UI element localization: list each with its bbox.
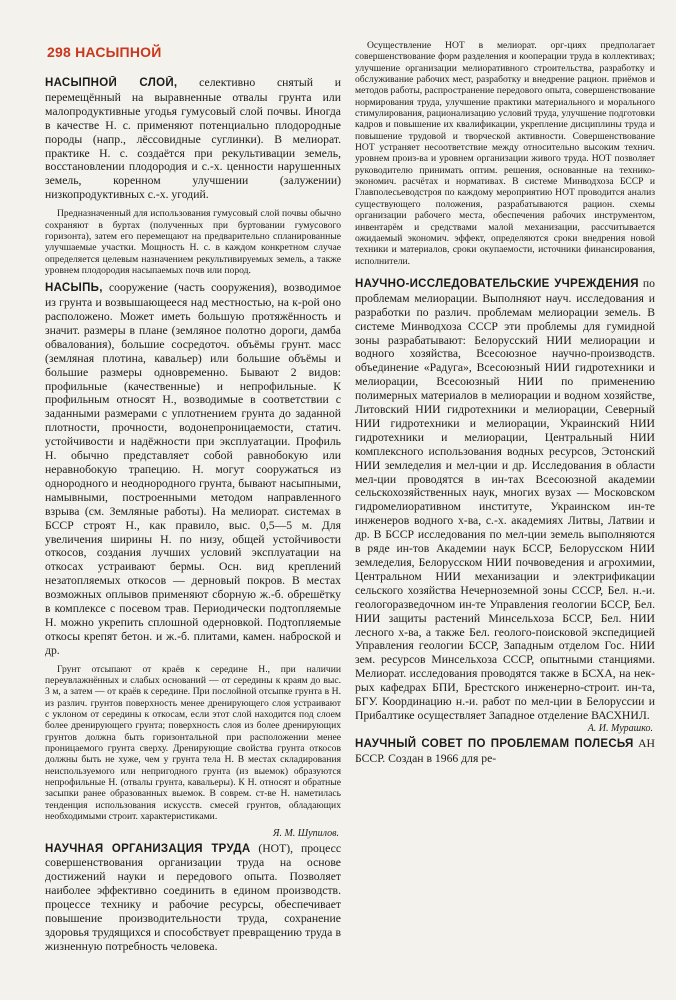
article-nasyp (45, 281, 341, 657)
article-text: процесс совершенствования организации труда на основе достижений науки и передового опыта. Позволяет наиболее эффективно соединить в едином производств. процессе технику и рабочие ресурсы, обеспечивает повышение производительности труда, сохранение здоровья трудящихся и способствует превращению труда в жизненную потребность человека. (45, 841, 341, 953)
headword: НАУЧНЫЙ СОВЕТ ПО ПРОБЛЕМАМ ПОЛЕСЬЯ (355, 737, 634, 750)
author-signature: А. И. Мурашко. (587, 722, 653, 734)
article-text: сооружение (часть сооружения), возводимое из грунта и возвышающееся над местностью, на к-рой оно расположено. Может иметь большую протяжённость и значит. размеры в плане (земляное полотно дороги, дамба обвалования), большие сосредоточ. объёмы грунт. масс (земляная плотина, кавальер) или большие объёмы и большие размеры одновременно. Бывают 2 видов: профильные (качественные) и непрофильные. К профильным относят Н., возводимые в соответствии с заданными размерами с уплотнением грунта до заданной плотности, прочности, водонепроницаемости, статич. устойчивости и надёжности при эксплуатации. Профиль Н. обычно представляет собой равнобокую или неравнобокую трапецию. Н. могут сооружаться из однородного и неоднородного грунта, бывают насыпными, намывными, построенными методом направленного взрыва (см. Земляные работы). На мелиорат. системах в БССР строят Н., как правило, выс. 0,5—5 м. Для увеличения ширины Н. по низу, общей устойчивости откосов, создания лучших условий эксплуатации на откосах устраивают бермы. Осн. вид креплений незатопляемых откосов — дерновый покров. В местах возможных оплывов применяют сборную ж.-б. обрешётку в комплексе с посевом трав. Периодически подтопляемые Н. можно укрепить сплошной одерновкой. Подтопляемые откосы крепят бетон. и ж.-б. плитами, камен. наброской и др. (45, 281, 341, 657)
headword: НАУЧНО-ИССЛЕДОВАТЕЛЬСКИЕ УЧРЕЖДЕНИЯ (355, 277, 639, 290)
article-council (355, 737, 655, 766)
author-signature: Я. М. Шупилов. (272, 827, 339, 839)
article-note: Предназначенный для использования гумусовый слой почвы обычно сохраняют в буртах (полученных при буртовании гумусового горизонта), затем его перемещают на предварительно спланированные улучшаемые участки. Мощность Н. с. в каждом конкретном случае определяется целевым назначением рекультивируемых земель, а также уровнем плодородия насыпаемых почв или пород. (45, 208, 341, 276)
article-nasypnoy-sloy (45, 76, 341, 202)
right-column (355, 40, 655, 976)
article-not (45, 842, 341, 954)
article-text: АН БССР. Создан в 1966 для ре- (355, 736, 655, 765)
headword: НАСЫПЬ, (45, 282, 103, 295)
article-note: Грунт отсыпают от краёв к середине Н., при наличии переувлажнённых и слабых оснований — от середины к краям до выс. 3 м, а затем — от краёв к середине. При послойной отсыпке грунта в Н. из различ. грунтов поверхность менее дренирующего слоя устраивают с уклоном от середины к откосам, если этот слой находится под слоем более дренирующего грунта; поверхность слоя из более дренирующих грунтов должна быть горизонтальной при расположении менее проницаемого грунта сверху. Дренирующие свойства грунта откосов должны быть не хуже, чем у грунта тела Н. В местах складирования неиспользуемого или непригодного грунта (из выемок) образуются непрофильные Н. (отвалы грунта, кавальеры). К Н. относят и обратные засыпки ранее образованных выемок. В соврем. ст-ве Н. наметилась тенденция использования искусств. смесей грунтов, обладающих необходимыми строит. характеристиками. (45, 663, 341, 823)
article-nii (355, 277, 655, 723)
page-header (47, 44, 161, 60)
running-head: НАСЫПНОЙ (75, 44, 162, 60)
left-column (45, 76, 341, 976)
article-text: по проблемам мелиорации. Выполняют науч. исследования и разработки по различ. проблемам мелиорации земель. В системе Минводхоза СССР эти проблемы для гумидной зоны разрабатывают: Белорусский НИИ мелиорации и водного хозяйства, Всесоюзное научно-производств. объединение «Радуга», Всесоюзный НИИ гидротехники и мелиорации, Всесоюзный НИИ по применению полимерных материалов в мелиорации и водном хозяйстве, Литовский НИИ гидротехники и мелиорации, Северный НИИ гидротехники и мелиорации, Украинский НИИ гидротехники и мелиорации, Центральный НИИ комплексного использования водных ресурсов, Эстонский НИИ земледелия и мел-ции и др. Исследования в области мел-ции проводятся в ин-тах Всесоюзной академии сельскохозяйственных наук, многих вузах — Московском гидромелиоративном институте, Украинском ин-те инженеров водного х-ва, с.-х. академиях Литвы, Латвии и др. В БССР исследования по мел-ции земель выполняются в ряде ин-тов Академии наук БССР, Белорусском НИИ земледелия, Белорусском НИИ почвоведения и агрохимии, Центральном НИИ механизации и электрификации сельского хозяйства Нечерноземной зоны СССР, Бел. н.-и. геологоразведочном ин-те Управления геологии БССР, Бел. НИИ защиты растений Минсельхоза БССР, Бел. НИИ лесного х-ва, а также Бел. геолого-поисковой экспедицией Управления геологии БССР, Западным отделом Гос. НИИ зем. ресурсов Минсельхоза СССР, опытными станциями. Мелиорат. исследования проводятся также в БСХА, на нек-рых кафедрах БПИ, Брестского инженерно-строит. ин-та, БГУ. Координацию н.-и. работ по мел-ции в Белоруссии и Прибалтике осуществляет Западное отделение ВАСХНИЛ. (355, 276, 655, 722)
headword: НАСЫПНОЙ СЛОЙ, (45, 77, 178, 89)
headword-suffix: (НОТ), (258, 841, 294, 855)
page-number: 298 (47, 44, 71, 60)
article-text: селективно снятый и перемещённый на выравненные отвалы грунта или малопродуктивные угодья гумусовый слой почвы. Иногда в качестве Н. с. применяют потенциально плодородные породы (напр., лёссовидные суглинки). В мелиорат. практике Н. с. создаётся при рекультивации земель, восстановлении плодородия и с.-х. ценности нарушенных земель, коренном улучшении (залужении) низкопродуктивных с.-х. угодий. (45, 76, 341, 202)
article-note: Осуществление НОТ в мелиорат. орг-циях предполагает совершенствование форм разделения и кооперации труда в коллективах; улучшение организации мелиоративного строительства, разработку и обслуживание рабочих мест, разработку и внедрение рацион. приёмов и методов работы, распространение передового опыта, совершенствование нормирования труда, улучшение практики материального и морального стимулирования, рационализацию условий труда, улучшение подготовки кадров и повышение их квалификации, укрепление дисциплины труда и повышение трудовой и творческой активности. Совершенствование НОТ устраняет несоответствие между относительно высоким технич. уровнем произ-ва и уровнем организации живого труда. НОТ позволяет руководителю принимать оптим. решения, основанные на технико-экономич. расчётах и нормативах. В системе Минводхоза БССР и Главполесьеводстроя по каждому мероприятию НОТ проводится анализ существующего положения, разрабатываются рацион. схемы организации рабочего места, обеспечения рабочих инструментом, инвентарём и средствами малой механизации, рассчитывается ожидаемый экономич. эффект, определяются сроки внедрения новой техники и материалов, сроки окупаемости, источники финансирования, исполнители. (355, 40, 655, 267)
headword: НАУЧНАЯ ОРГАНИЗАЦИЯ ТРУДА (45, 842, 251, 855)
